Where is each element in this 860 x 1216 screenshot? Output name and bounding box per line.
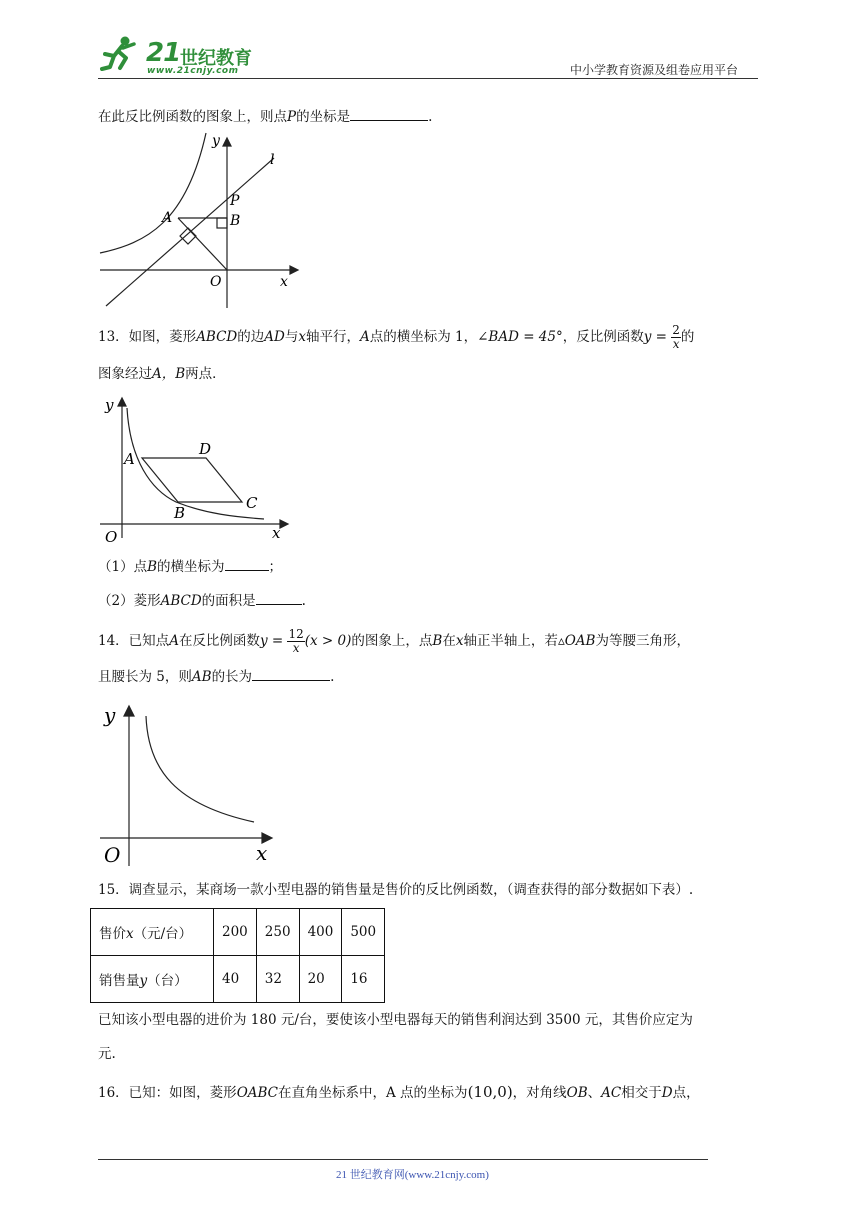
header bbox=[0, 0, 860, 80]
q15-line2: 已知该小型电器的进价为 180 元/台，要使该小型电器每天的销售利润达到 3500 元，其售价应定为 bbox=[98, 1012, 693, 1028]
hyperbola-branch bbox=[100, 133, 206, 253]
label-P: P bbox=[230, 193, 240, 209]
logo-text: 世纪教育 bbox=[180, 48, 252, 69]
table-cell: 16 bbox=[342, 956, 385, 1003]
label-y: y bbox=[104, 703, 116, 727]
label-O: O bbox=[210, 274, 222, 290]
q16-line1: 16．已知：如图，菱形OABC在直角坐标系中，A 点的坐标为(10,0)，对角线OB、AC相交于D点， bbox=[98, 1083, 700, 1101]
q13-line1: 13．如图，菱形ABCD的边AD与x轴平行，A点的横坐标为 1，∠BAD = 45°，反比例函数y = $\frac{2}{x}$ 的 bbox=[98, 323, 695, 351]
right-angle-perp bbox=[180, 228, 196, 244]
label-B: B bbox=[230, 213, 241, 229]
q12-figure bbox=[96, 128, 302, 310]
rhombus-ABCD bbox=[142, 458, 242, 502]
label-A: A bbox=[124, 450, 135, 468]
platform-name: 中小学教育资源及组卷应用平台 bbox=[570, 63, 739, 77]
fraction: $\frac{12}{x}$ bbox=[288, 627, 304, 655]
table-cell: 250 bbox=[256, 909, 299, 956]
q15-line1: 15．调查显示，某商场一款小型电器的销售量是售价的反比例函数，（调查获得的部分数据如下表）. bbox=[98, 882, 694, 898]
y-axis-arrow bbox=[223, 138, 231, 146]
y-axis-arrow bbox=[118, 398, 126, 406]
label-O: O bbox=[105, 528, 118, 546]
q14-line2: 且腰长为 5，则AB的长为 . bbox=[98, 666, 334, 687]
label-l: l bbox=[270, 152, 275, 168]
line-l bbox=[106, 158, 274, 306]
table-row-label: 售价x（元/台） bbox=[91, 909, 214, 956]
label-A: A bbox=[162, 210, 173, 226]
answer-blank bbox=[350, 106, 428, 121]
label-B: B bbox=[174, 504, 186, 522]
label-x: x bbox=[256, 841, 268, 865]
y-axis-arrow bbox=[124, 706, 134, 716]
table-cell: 32 bbox=[256, 956, 299, 1003]
q13-line2: 图象经过A，B两点． bbox=[98, 366, 226, 382]
q14-line1: 14．已知点A在反比例函数y = $\frac{12}{x}$ (x > 0)的图象上，点B在x轴正半轴上，若▵OAB为等腰三角形， bbox=[98, 627, 690, 655]
label-x: x bbox=[280, 274, 288, 290]
footer-text: 21 世纪教育网(www.21cnjy.com) bbox=[336, 1169, 489, 1181]
logo-number: 21 bbox=[146, 38, 181, 68]
x-axis-arrow bbox=[280, 520, 288, 528]
table-cell: 400 bbox=[299, 909, 342, 956]
table-cell: 40 bbox=[214, 956, 257, 1003]
logo-url: www.21cnjy.com bbox=[147, 66, 239, 76]
label-D: D bbox=[199, 440, 212, 458]
q15-table bbox=[90, 908, 385, 1003]
label-y: y bbox=[212, 133, 220, 149]
label-x: x bbox=[272, 524, 281, 542]
table-cell: 20 bbox=[299, 956, 342, 1003]
footer-rule bbox=[98, 1159, 708, 1160]
table-row-label: 销售量y（台） bbox=[91, 956, 214, 1003]
q14-figure bbox=[96, 700, 286, 870]
answer-blank bbox=[252, 666, 330, 681]
right-angle-B bbox=[217, 218, 227, 228]
segment-AO bbox=[178, 218, 227, 270]
hyperbola bbox=[146, 716, 254, 822]
x-axis-arrow bbox=[290, 266, 298, 274]
table-cell: 200 bbox=[214, 909, 257, 956]
logo-runner-icon bbox=[96, 34, 144, 74]
q13-figure bbox=[96, 390, 296, 550]
header-rule bbox=[98, 78, 758, 79]
table-row bbox=[91, 909, 385, 956]
label-y: y bbox=[105, 396, 114, 414]
label-C: C bbox=[246, 494, 258, 512]
fraction: $\frac{2}{x}$ bbox=[672, 323, 680, 351]
table-row bbox=[91, 956, 385, 1003]
table-cell: 500 bbox=[342, 909, 385, 956]
q13-sub2: （2）菱形ABCD的面积是 . bbox=[98, 590, 306, 611]
q12-text: 在此反比例函数的图象上，则点P的坐标是 . bbox=[98, 106, 432, 127]
answer-blank bbox=[225, 556, 269, 571]
answer-blank bbox=[256, 590, 302, 605]
label-O: O bbox=[104, 843, 121, 867]
q15-line3: 元. bbox=[98, 1046, 116, 1062]
q13-sub1: （1）点B的横坐标为 ； bbox=[98, 556, 282, 577]
